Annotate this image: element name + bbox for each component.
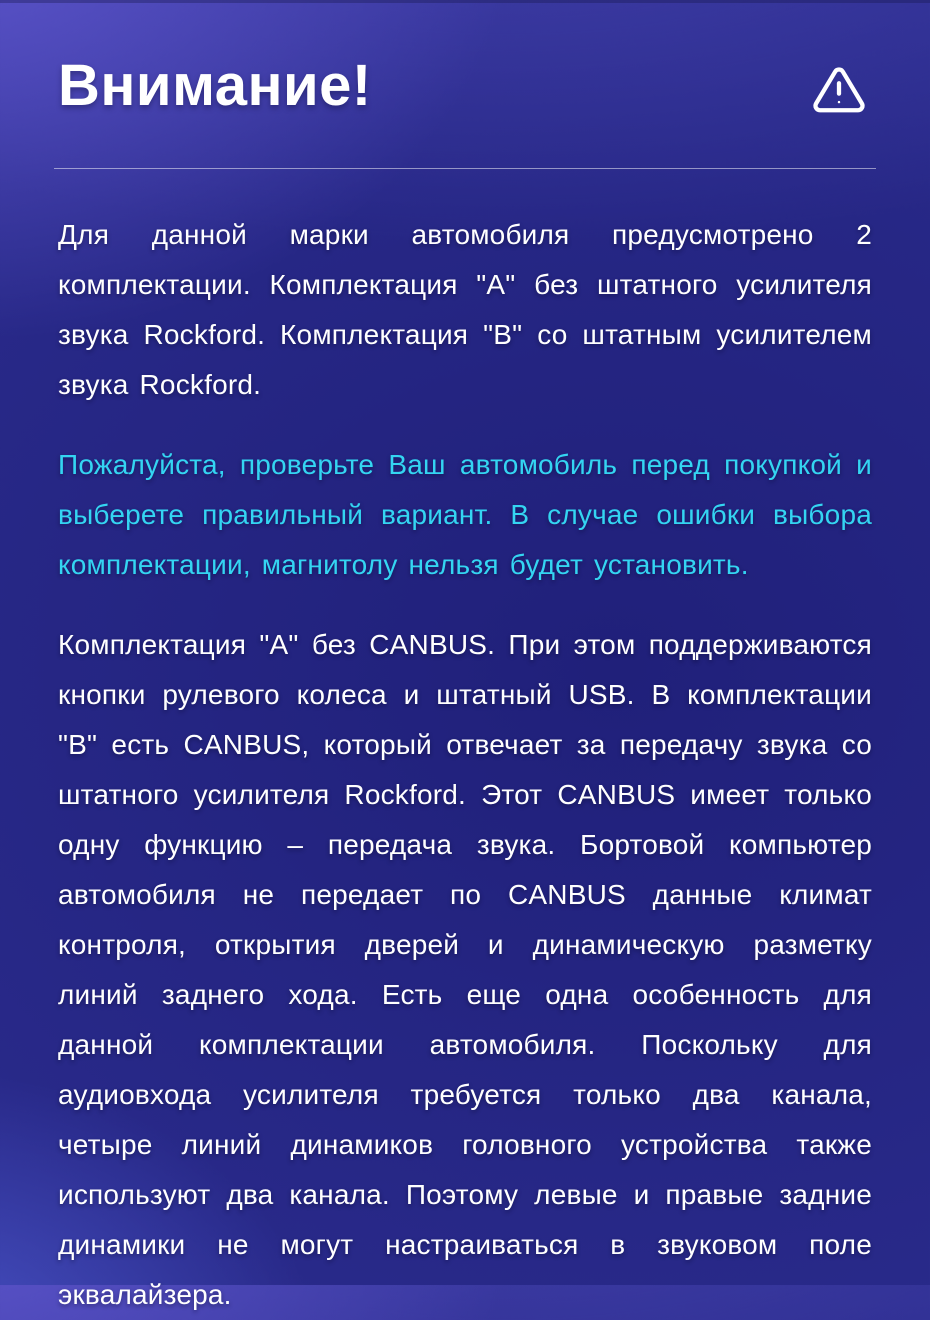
intro-paragraph: Для данной марки автомобиля предусмотрено 2 комплектации. Комплектация "А" без штатного усилителя звука Rockford. Комплектация "В" со штатным усилителем звука Rockford. bbox=[58, 219, 872, 400]
title-divider bbox=[54, 168, 876, 169]
warning-triangle-icon bbox=[812, 62, 866, 118]
header bbox=[58, 53, 872, 118]
page-title: Внимание! bbox=[58, 53, 372, 118]
highlight-paragraph: Пожалуйста, проверьте Ваш автомобиль перед покупкой и выберете правильный вариант. В случае ошибки выбора комплектации, магнитолу нельзя будет установить. bbox=[58, 449, 872, 580]
body-text bbox=[58, 210, 872, 1320]
details-paragraph: Комплектация "А" без CANBUS. При этом поддерживаются кнопки рулевого колеса и штатный USB. В комплектации "В" есть CANBUS, который отвечает за передачу звука со штатного усилителя Rockford. Этот CANBUS имеет только одну функцию – передача звука. Бортовой компьютер автомобиля не передает по CANBUS данные климат контроля, открытия дверей и динамическую разметку линий заднего хода. Есть еще одна особенность для данной комплектации автомобиля. Поскольку для аудиовхода усилителя требуется только два канала, четыре линий динамиков головного устройства также используют два канала. Поэтому левые и правые задние динамики не могут настраиваться в звуковом поле эквалайзера. bbox=[58, 629, 872, 1310]
